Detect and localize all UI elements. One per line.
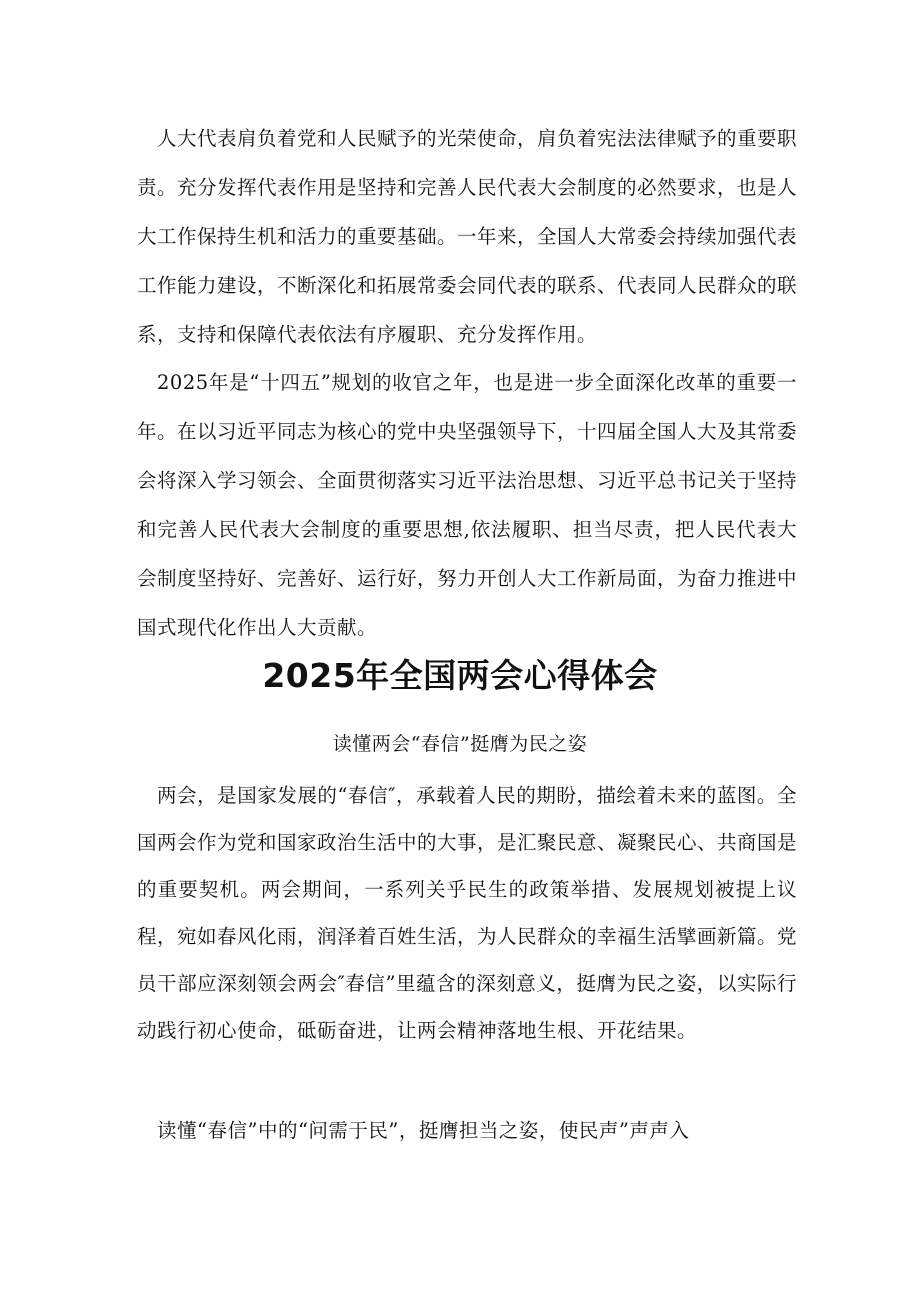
body-paragraph-2: 2025年是“十四五”规划的收官之年，也是进一步全面深化改革的重要一年。在以习近平同志为核心的党中央坚强领导下，十四届全国人大及其常委会将深入学习领会、全面贯彻落实习近平法治思想、习近平总书记关于坚持和完善人民代表大会制度的重要思想,依法履职、担当尽责，把人民代表大会制度坚持好、完善好、运行好，努力开创人大工作新局面，为奋力推进中国式现代化作出人大贡献。 (137, 371, 798, 639)
document-title: 2025年全国两会心得体会 (262, 656, 658, 695)
document-subtitle: 读懂两会“春信”挺膺为民之姿 (332, 733, 588, 755)
body-paragraph-4: 读懂“春信”中的“问需于民”，挺膺担当之姿，使民声”声声入 (157, 1119, 690, 1142)
body-paragraph-1: 人大代表肩负着党和人民赋予的光荣使命，肩负着宪法法律赋予的重要职责。充分发挥代表作用是坚持和完善人民代表大会制度的必然要求，也是人大工作保持生机和活力的重要基础。一年来，全国人大常委会持续加强代表工作能力建设，不断深化和拓展常委会同代表的联系、代表同人民群众的联系，支持和保障代表依法有序履职、充分发挥作用。 (137, 127, 798, 346)
body-paragraph-3: 两会，是国家发展的“春信″，承载着人民的期盼，描绘着未来的蓝图。全国两会作为党和国家政治生活中的大事，是汇聚民意、凝聚民心、共商国是的重要契机。两会期间，一系列关乎民生的政策举措、发展规划被提上议程，宛如春风化雨，润泽着百姓生活，为人民群众的幸福生活擘画新篇。党员干部应深刻领会两会″春信”里蕴含的深刻意义，挺膺为民之姿，以实际行动践行初心使命，砥砺奋进，让两会精神落地生根、开花结果。 (137, 784, 798, 1042)
